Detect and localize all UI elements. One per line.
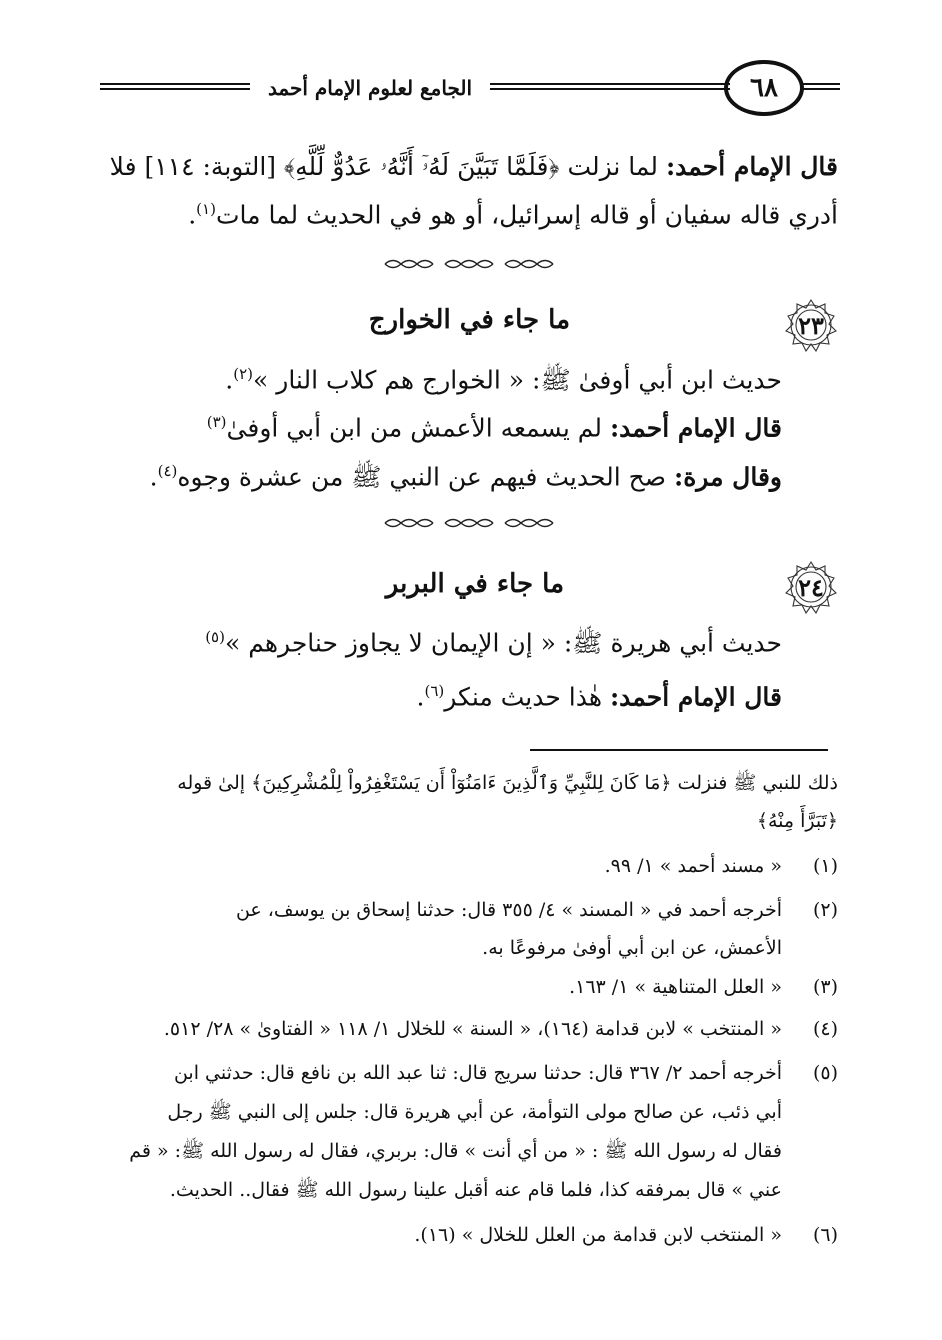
footnote-number: (١) (812, 855, 838, 877)
footnote-text: فقال له رسول الله ﷺ : « من أي أنت » قال: بربري، فقال له رسول الله ﷺ: « قم (129, 1140, 782, 1162)
footnote-number: (٥) (812, 1062, 838, 1084)
footnote-text: أخرجه أحمد ٢/ ٣٦٧ قال: حدثنا سريج قال: ثنا عبد الله بن نافع قال: حدثني ابن (173, 1062, 782, 1084)
section-heading: ما جاء في البربر (385, 569, 564, 599)
section-number: ٢٤ (798, 572, 824, 602)
intro-text: أدري قاله سفيان أو قاله إسرائيل، أو هو في الحديث لما مات (215, 200, 838, 230)
footnote-text: « المنتخب لابن قدامة من العلل للخلال » (١٦). (414, 1224, 782, 1246)
footnote-ref: (٥) (205, 628, 225, 646)
footnote-ref: (٦) (424, 682, 445, 700)
speaker-label: وقال مرة: (673, 462, 782, 492)
footnote-ref: (٢) (233, 365, 253, 383)
footnote-text: « مسند أحمد » ١/ ٩٩. (604, 855, 782, 877)
comment-line (102, 413, 782, 443)
intro-text: لما نزلت ﴿فَلَمَّا تَبَيَّنَ لَهُۥٓ أَنَّهُۥ عَدُوٌّ لِّلَّهِ﴾ [التوبة: ١١٤] فلا (109, 152, 658, 181)
footnote-number: (٦) (812, 1224, 838, 1246)
comment-line: وقال مرة: صح الحديث فيهم عن النبي ﷺ من عشرة وجوه$^{(٤)}$. (149, 462, 782, 492)
footnote-ref: (١) (196, 200, 216, 218)
speaker-label: قال الإمام أحمد: (609, 413, 782, 443)
comment-text: هٰذا حديث منكر (444, 682, 602, 712)
section-number: ٢٣ (798, 310, 824, 340)
footnote-number: (٣) (812, 976, 838, 998)
speaker-label: قال الإمام أحمد: (665, 152, 838, 181)
running-header (100, 60, 840, 130)
hadith-text: حديث أبي هريرة ﷺ: « إن الإيمان لا يجاوز حناجرهم » (224, 628, 782, 658)
footnote-text: أبي ذئب، عن صالح مولى التوأمة، عن أبي هريرة قال: جلس إلى النبي ﷺ رجل (167, 1101, 782, 1123)
footnote-text: أخرجه أحمد في « المسند » ٤/ ٣٥٥ قال: حدثنا إسحاق بن يوسف، عن (235, 899, 782, 921)
hadith-line: حديث ابن أبي أوفىٰ ﷺ: « الخوارج هم كلاب النار »$^{(٢)}$. (225, 365, 782, 395)
comment-text: صح الحديث فيهم عن النبي ﷺ من عشرة وجوه (177, 462, 667, 492)
comment-line: قال الإمام أحمد: هٰذا حديث منكر$^{(٦)}$. (416, 682, 782, 712)
footnote-number: (٢) (812, 899, 838, 921)
header-rule-middle (490, 83, 730, 90)
section-heading: ما جاء في الخوارج (368, 305, 570, 335)
ornament-divider (380, 516, 560, 530)
footnote-ref: (٤) (157, 462, 178, 480)
intro-line-2: أدري قاله سفيان أو قاله إسرائيل، أو هو في الحديث لما مات$^{(١)}$. (188, 200, 838, 230)
footnote-text: عني » قال بمرفقه كذا، فلما قام عنه أقبل علينا رسول الله ﷺ فقال.. الحديث. (169, 1179, 782, 1201)
header-rule-right (800, 83, 840, 90)
ornament-divider (380, 257, 560, 271)
section-number-badge (784, 560, 838, 614)
footnote-text: الأعمش، عن ابن أبي أوفىٰ مرفوعًا به. (482, 937, 782, 959)
hadith-text: حديث ابن أبي أوفىٰ ﷺ: « الخوارج هم كلاب النار » (253, 365, 782, 395)
footnote-text: « العلل المتناهية » ١/ ١٦٣. (569, 976, 782, 998)
page-number: ٦٨ (724, 60, 804, 116)
footnote-ref: (٣) (206, 413, 227, 431)
header-rule-left (100, 83, 250, 90)
footnote-number: (٤) (812, 1018, 838, 1040)
footnote-text: « المنتخب » لابن قدامة (١٦٤)، « السنة » للخلال ١/ ١١٨ « الفتاوىٰ » ٢٨/ ٥١٢. (163, 1018, 782, 1040)
footnote-carryover: ذلك للنبي ﷺ فنزلت ﴿مَا كَانَ لِلنَّبِيِّ وَٱلَّذِينَ ءَامَنُوٓاْ أَن يَسْتَغْفِرُواْ لِلْمُشْرِكِينَ﴾ إلىٰ قوله (177, 772, 838, 794)
footnote-separator (530, 749, 828, 751)
footnote-carryover: ﴿تَبَرَّأَ مِنْهُ﴾ (756, 810, 838, 832)
speaker-label: قال الإمام أحمد: (609, 682, 782, 712)
book-title: الجامع لعلوم الإمام أحمد (267, 76, 473, 100)
intro-line-1 (108, 152, 838, 182)
comment-text: لم يسمعه الأعمش من ابن أبي أوفىٰ (226, 413, 602, 443)
section-number-badge (784, 298, 838, 352)
hadith-line (102, 628, 782, 658)
